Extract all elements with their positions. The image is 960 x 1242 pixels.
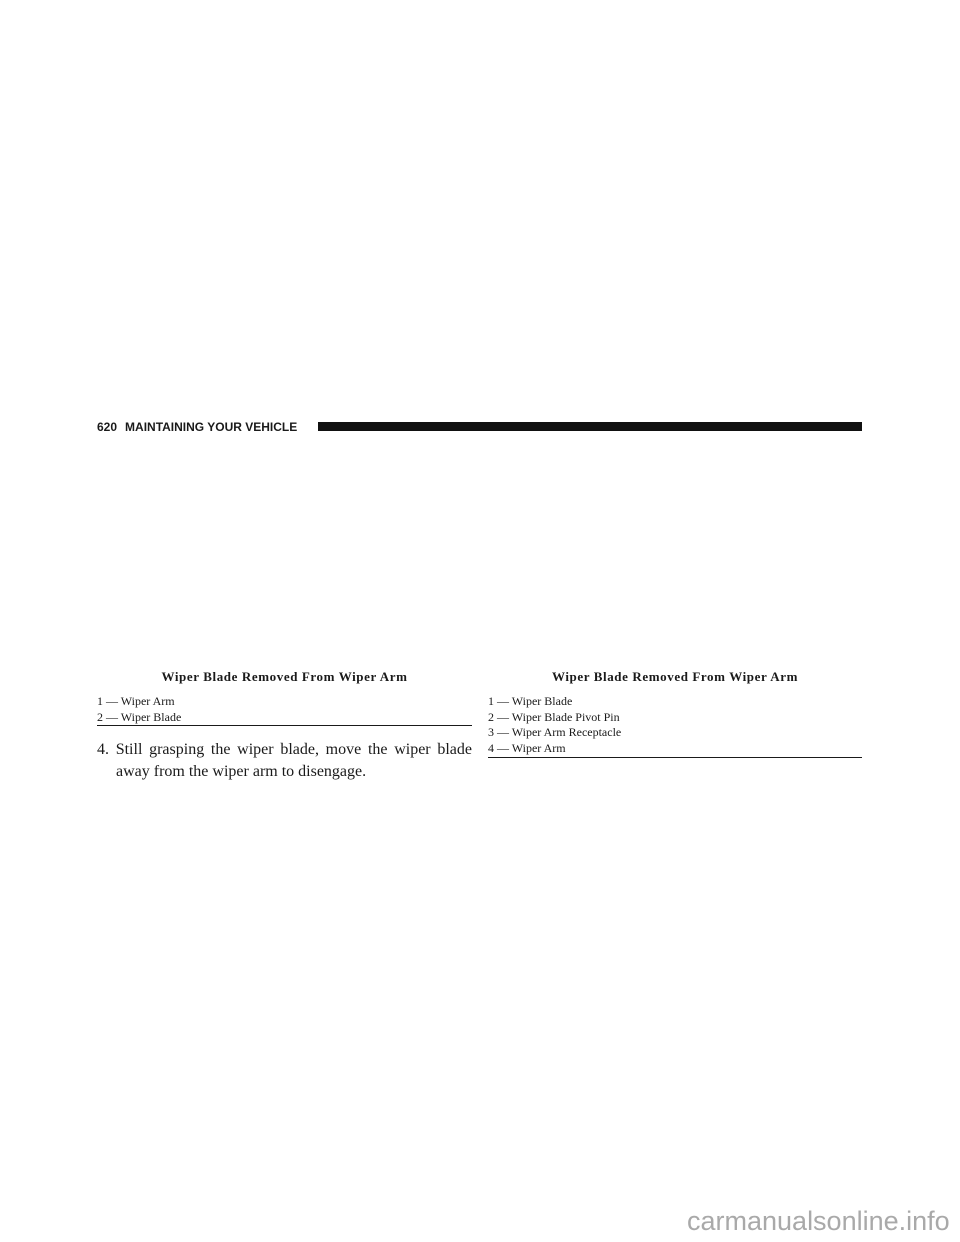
page-number: 620 <box>97 420 118 434</box>
legend-item: 2 — Wiper Blade <box>97 709 182 724</box>
figure-legend-right <box>488 694 862 756</box>
header-rule <box>318 422 862 431</box>
section-title: MAINTAINING YOUR VEHICLE <box>125 420 298 434</box>
legend-item: 4 — Wiper Arm <box>488 740 566 755</box>
legend-item: 1 — Wiper Arm <box>97 694 175 708</box>
legend-item: 1 — Wiper Blade <box>488 694 573 708</box>
site-watermark: carmanualsonline.info <box>687 1206 950 1236</box>
step-4-paragraph: 4. Still grasping the wiper blade, move the wiper blade away from the wiper arm to disengage. <box>97 741 472 780</box>
figure-caption-right: Wiper Blade Removed From Wiper Arm <box>551 669 799 684</box>
figure-legend-left <box>97 694 472 725</box>
legend-divider-left <box>97 725 472 726</box>
figure-caption-left: Wiper Blade Removed From Wiper Arm <box>161 669 408 684</box>
running-header <box>97 420 297 434</box>
legend-divider-right <box>488 757 862 758</box>
legend-item: 3 — Wiper Arm Receptacle <box>488 725 622 739</box>
legend-item: 2 — Wiper Blade Pivot Pin <box>488 709 620 724</box>
